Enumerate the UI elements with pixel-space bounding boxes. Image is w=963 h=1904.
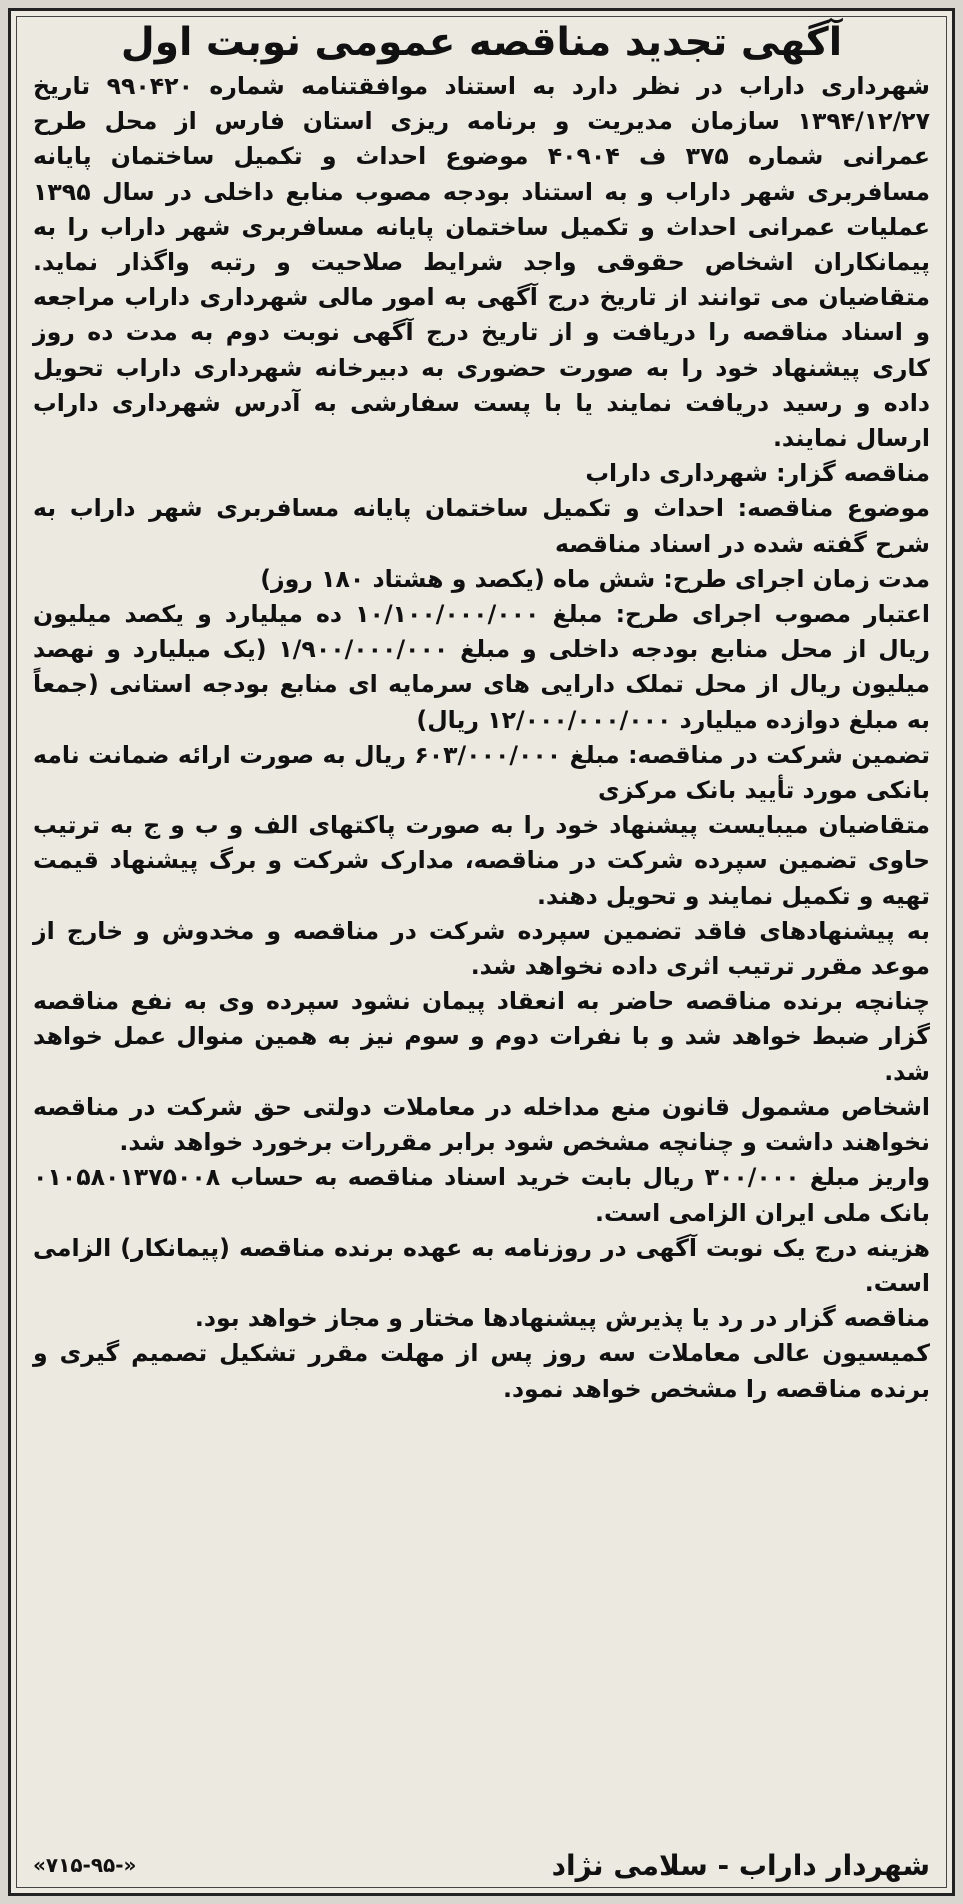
notice-footer <box>33 1843 930 1887</box>
bid-guarantee: تضمین شرکت در مناقصه: مبلغ ۶۰۳/۰۰۰/۰۰۰ ریال به صورت ارائه ضمانت نامه بانکی مورد تأیید بانک مرکزی <box>33 740 930 805</box>
prohibited-persons-clause: اشخاص مشمول قانون منع مداخله در معاملات دولتی حق شرکت در مناقصه نخواهند داشت و چنانچه مشخص شود برابر مقررات برخورد خواهد شد. <box>33 1092 930 1157</box>
approved-budget: اعتبار مصوب اجرای طرح: مبلغ ۱۰/۱۰۰/۰۰۰/۰۰۰ ده میلیارد و یکصد میلیون ریال از محل منابع بودجه داخلی و مبلغ ۱/۹۰۰/۰۰۰/۰۰۰ (یک میلیارد و نهصد میلیون ریال از محل تملک دارایی های سرمایه ای منابع بودجه استانی (جمعاً به مبلغ دوازده میلیارد ۱۲/۰۰۰/۰۰۰/۰۰۰ ریال) <box>33 600 931 734</box>
document-fee: واریز مبلغ ۳۰۰/۰۰۰ ریال بابت خرید اسناد مناقصه به حساب ۰۱۰۵۸۰۱۳۷۵۰۰۸ بانک ملی ایران الزامی است. <box>33 1163 930 1227</box>
tender-subject: موضوع مناقصه: احداث و تکمیل ساختمان پایانه مسافربری شهر داراب به شرح گفته شده در اسناد مناقصه <box>33 494 930 558</box>
notice-title: آگهی تجدید مناقصه عمومی نوبت اول <box>120 20 843 65</box>
ad-cost-clause: هزینه درج یک نوبت آگهی در روزنامه به عهده برنده مناقصه (پیمانکار) الزامی است. <box>33 1233 930 1297</box>
invalid-bids-note: به پیشنهادهای فاقد تضمین سپرده شرکت در مناقصه و مخدوش و خارج از موعد مقرر ترتیب اثری داده نخواهد شد. <box>33 916 930 981</box>
rights-reserved-clause: مناقصه گزار در رد یا پذیرش پیشنهادها مختار و مجاز خواهد بود. <box>194 1304 930 1333</box>
notice-panel <box>8 8 955 1896</box>
project-duration: مدت زمان اجرای طرح: شش ماه (یکصد و هشتاد ۱۸۰ روز) <box>260 564 930 593</box>
envelope-instructions: متقاضیان میبایست پیشنهاد خود را به صورت پاکتهای الف و ب و ج به ترتیب حاوی تضمین سپرده شرکت در مناقصه، مدارک شرکت و برگ پیشنهاد قیمت تهیه و تکمیل نمایند و تحویل دهند. <box>33 811 930 910</box>
tender-organizer: مناقصه گزار: شهرداری داراب <box>585 459 930 488</box>
commission-clause: کمیسیون عالی معاملات سه روز پس از مهلت مقرر تشکیل تصمیم گیری و برنده مناقصه را مشخص خواهد نمود. <box>33 1339 930 1403</box>
forfeit-clause: چنانچه برنده مناقصه حاضر به انعقاد پیمان نشود سپرده وی به نفع مناقصه گزار ضبط خواهد شد و با نفرات دوم و سوم نیز به همین منوال عمل خواهد شد. <box>33 987 930 1086</box>
notice-body <box>11 69 952 1407</box>
signature: شهردار داراب - سلامی نژاد <box>551 1848 930 1882</box>
ad-code: «۷۱۵-۹۵-» <box>33 1853 137 1877</box>
intro-paragraph: شهرداری داراب در نظر دارد به استناد موافقتنامه شماره ۹۹۰۴۲۰ تاریخ ۱۳۹۴/۱۲/۲۷ سازمان مدیریت و برنامه ریزی استان فارس از محل طرح عمرانی شماره ۳۷۵ ف ۴۰۹۰۴ موضوع احداث و تکمیل ساختمان پایانه مسافربری شهر داراب و به استناد بودجه مصوب منابع داخلی در سال ۱۳۹۵ عملیات عمرانی احداث و تکمیل ساختمان پایانه مسافربری شهر داراب را به پیمانکاران اشخاص حقوقی واجد شرایط صلاحیت و رتبه واگذار نماید. متقاضیان می توانند از تاریخ درج آگهی به امور مالی شهرداری داراب مراجعه و اسناد مناقصه را دریافت و از تاریخ درج آگهی نوبت دوم به مدت ده روز کاری پیشنهاد خود را به صورت حضوری به دبیرخانه شهرداری داراب تحویل داده و رسید دریافت نمایند یا با پست سفارشی به آدرس شهرداری داراب ارسال نمایند. <box>33 72 931 453</box>
